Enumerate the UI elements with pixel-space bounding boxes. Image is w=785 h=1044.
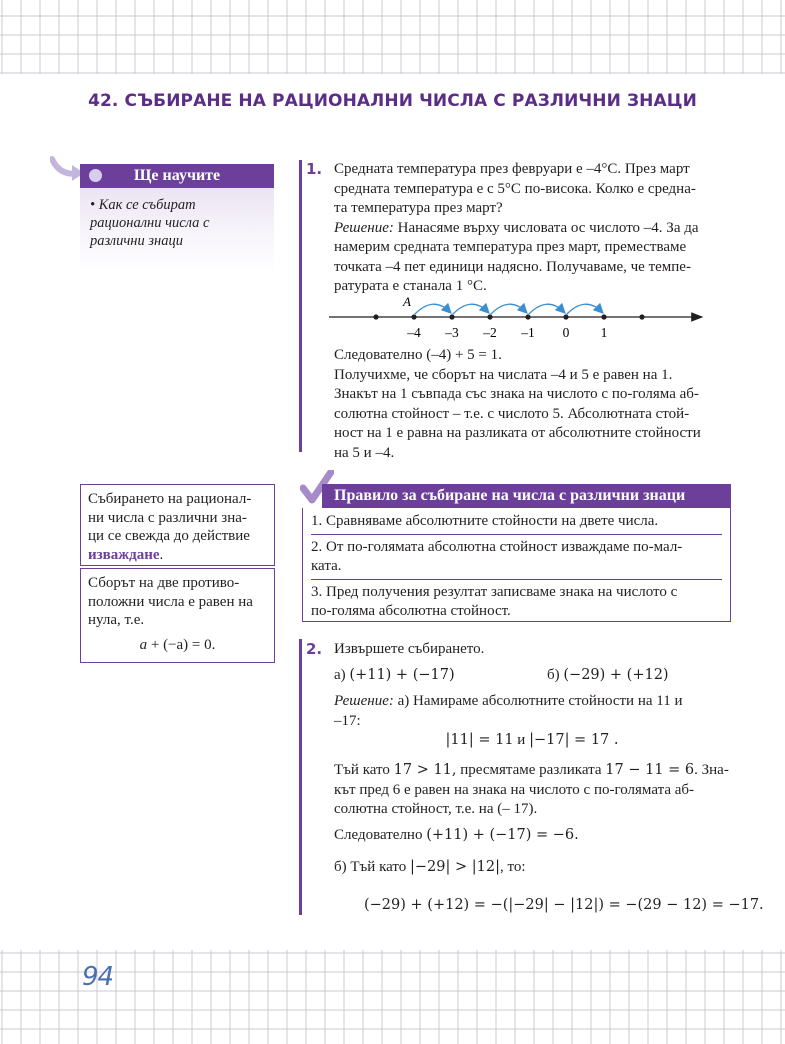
tick-label: –3 [445, 325, 459, 340]
task-2-margin-bar [299, 639, 302, 915]
text-line: Събирането на рационал- [88, 491, 252, 507]
text-span: и [513, 732, 530, 748]
text-line: намерим средната температура през март, преместваме [334, 239, 687, 255]
task-1-number: 1. [306, 160, 323, 178]
learning-objective-line: • Как се събират [90, 197, 196, 213]
text-line: Получихме, че сборът на числата –4 и 5 е равен на 1. [334, 366, 673, 383]
text-line: кът пред 6 е равен на знака на числото с по-голямата аб- [334, 781, 695, 798]
rule-divider [311, 534, 722, 535]
tick-label: –1 [521, 325, 535, 340]
solution-label: Решение: [334, 693, 394, 709]
task-1-text [334, 160, 730, 297]
task-2-solution [334, 692, 730, 731]
text-span: . [159, 546, 164, 563]
item-label: а) [334, 667, 346, 683]
text-line: Следователно (–4) + 5 = 1. [334, 347, 502, 363]
note-opposite-numbers-box [80, 568, 275, 663]
text-line: ни числа с различни зна- [88, 509, 247, 526]
task-2b-expression [547, 666, 669, 686]
solution-label: Решение: [334, 219, 394, 236]
rule-item: по-голяма абсолютна стойност. [311, 603, 511, 619]
tick-label: –4 [407, 325, 421, 340]
text-span: , то: [499, 859, 526, 875]
number-line-point [601, 314, 606, 319]
text-line: положни числа е равен на [88, 593, 253, 610]
number-line-point [411, 314, 416, 319]
learning-objective-line: рационални числа с [90, 215, 210, 231]
rule-header: Правило за събиране на числа с различни знаци [322, 484, 731, 508]
learning-objective-line: различни знаци [90, 233, 183, 249]
task-1-conclusion [334, 346, 730, 463]
math-expression: (+11) + (−17) = −6. [426, 827, 579, 843]
text-line: нула, т.е. [88, 612, 145, 628]
absolute-values-line [334, 731, 730, 751]
note-subtraction-box [80, 484, 275, 566]
tick-label: 1 [600, 325, 608, 340]
math-expression: 17 > 11, [393, 762, 457, 778]
rule-item: 2. От по-голямата абсолютна стойност изваждаме по-мал- [311, 539, 683, 555]
task-2a-expression [334, 666, 455, 686]
text-span: . Зна- [694, 762, 729, 778]
text-span: Нанасяме върху числовата ос числото –4. За да [393, 219, 699, 236]
item-label: б) [547, 667, 560, 683]
number-line-diagram [329, 293, 709, 343]
number-line-point [525, 314, 530, 319]
task-2-intro: Извършете събирането. [334, 641, 485, 657]
text-line: ратурата е станала 1 °C. [334, 278, 487, 294]
solution-line [334, 692, 730, 712]
step-arrow [490, 304, 526, 315]
rule-box [302, 508, 731, 622]
text-span: Тъй като [334, 762, 394, 778]
text-span: пресмятаме разликата [456, 762, 606, 778]
text-line: Сборът на две противо- [88, 575, 240, 591]
number-line-point [449, 314, 454, 319]
task-1-margin-bar [299, 160, 302, 452]
text-line: Знакът на 1 съвпада със знака на числото с по-голяма аб- [334, 386, 699, 402]
number-line-point [563, 314, 568, 319]
text-line: Средната температура през февруари е –4°C. През март [334, 161, 690, 177]
text-line: точката –4 пет единици надясно. Получаваме, че темпе- [334, 258, 691, 275]
text-line: средната температура е с 5°C по-висока. Колко е средна- [334, 180, 696, 197]
rule-item: 1. Сравняваме абсолютните стойности на двете числа. [311, 513, 659, 529]
formula-rest: + (−a) = 0. [147, 636, 216, 653]
highlighted-word: изваждане [88, 546, 160, 563]
solution-line [334, 219, 730, 239]
learning-objectives-title: Ще научите [133, 167, 221, 184]
math-expression: |−17| = 17 . [529, 732, 619, 748]
text-span: б) Тъй като [334, 859, 411, 875]
math-expression: |−29| > |12| [410, 859, 500, 875]
learning-objectives-header [80, 164, 274, 188]
learning-objectives-text [80, 188, 274, 250]
task-2b-final-equation [364, 896, 764, 916]
number-line-point [639, 314, 644, 319]
text-line: солютна стойност, т.е. на (– 17). [334, 801, 538, 817]
math-expression: (−29) + (+12) [563, 667, 669, 683]
text-line: ци се свежда до действие [88, 528, 250, 544]
point-label: A [403, 294, 411, 309]
task-2a-conclusion [334, 826, 579, 846]
math-expression: (−29) + (+12) = −(|−29| − |12|) = −(29 − 12) = −17. [364, 897, 764, 913]
text-line: солютна стойност – т.е. с числото 5. Абсолютната стой- [334, 405, 690, 422]
text-line: та температура през март? [334, 200, 503, 216]
rule-divider [311, 579, 722, 580]
text-span: а) Намираме абсолютните стойности на 11 и [393, 693, 683, 709]
text-span: Следователно [334, 827, 427, 843]
math-expression: |11| = 11 [445, 732, 514, 748]
rule-item: 3. Пред получения резултат записваме знака на числото с [311, 584, 678, 600]
bottom-grid-decoration [0, 950, 785, 1044]
step-arrow [528, 304, 564, 315]
task-2-explanation [334, 761, 730, 820]
math-expression: (+11) + (−17) [349, 667, 455, 683]
rule-item: ката. [311, 558, 342, 574]
learning-objectives-box [80, 164, 274, 274]
bullet-circle-icon [89, 169, 102, 182]
math-expression: 17 − 11 = 6 [605, 762, 695, 778]
number-line-point [373, 314, 378, 319]
text-line [334, 761, 730, 781]
lesson-title: 42. СЪБИРАНЕ НА РАЦИОНАЛНИ ЧИСЛА С РАЗЛИЧНИ ЗНАЦИ [88, 91, 697, 111]
text-line: на 5 и –4. [334, 444, 395, 461]
task-2b-intro [334, 858, 526, 878]
text-line: –17: [334, 712, 361, 729]
top-grid-decoration [0, 0, 785, 74]
step-arrow [452, 304, 488, 315]
tick-label: 0 [562, 325, 570, 340]
text-line [88, 546, 267, 565]
number-line-point [487, 314, 492, 319]
step-arrow [414, 304, 450, 315]
tick-label: –2 [483, 325, 497, 340]
task-2-number: 2. [306, 640, 323, 658]
page-number: 94 [82, 962, 114, 992]
text-line: ност на 1 е равна на разликата от абсолютните стойности [334, 425, 701, 441]
opposite-numbers-formula [88, 636, 267, 655]
formula-variable: a [139, 636, 148, 653]
step-arrow [566, 304, 602, 315]
